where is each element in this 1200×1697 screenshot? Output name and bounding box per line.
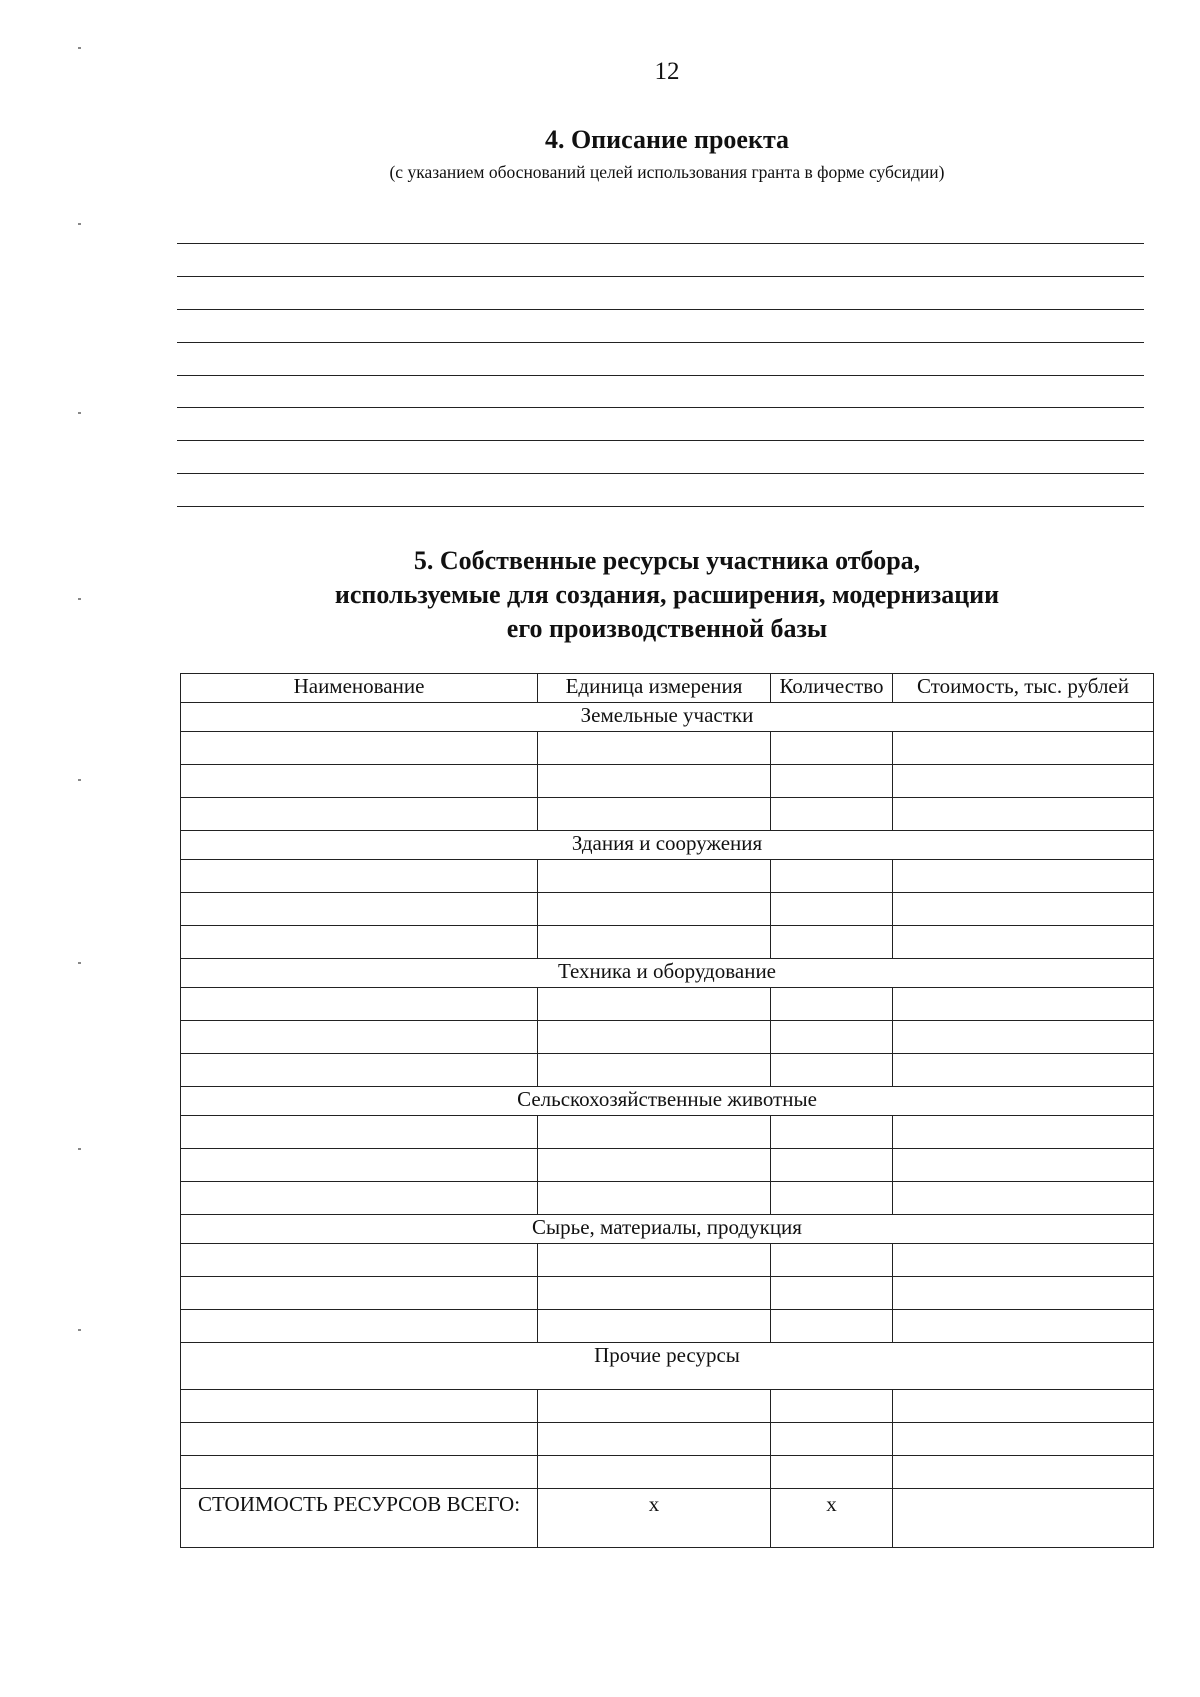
cell-cost[interactable]	[893, 1149, 1154, 1182]
header-cost: Стоимость, тыс. рублей	[893, 674, 1154, 703]
description-line-8[interactable]	[177, 473, 1144, 474]
cell-unit[interactable]	[538, 1182, 771, 1215]
cell-quantity[interactable]	[771, 1423, 893, 1456]
scan-mark	[78, 962, 81, 964]
cell-unit[interactable]	[538, 1277, 771, 1310]
description-line-1[interactable]	[177, 243, 1144, 244]
cell-unit[interactable]	[538, 860, 771, 893]
table-row	[181, 1277, 1154, 1310]
total-unit: х	[538, 1489, 771, 1548]
cell-name[interactable]	[181, 988, 538, 1021]
cell-cost[interactable]	[893, 1244, 1154, 1277]
cell-quantity[interactable]	[771, 1182, 893, 1215]
own-resources-table	[180, 673, 1154, 1548]
cell-cost[interactable]	[893, 893, 1154, 926]
cell-name[interactable]	[181, 798, 538, 831]
cell-unit[interactable]	[538, 1021, 771, 1054]
cell-cost[interactable]	[893, 1277, 1154, 1310]
cell-cost[interactable]	[893, 1116, 1154, 1149]
cell-unit[interactable]	[538, 1054, 771, 1087]
cell-unit[interactable]	[538, 1310, 771, 1343]
cell-quantity[interactable]	[771, 1021, 893, 1054]
cell-cost[interactable]	[893, 765, 1154, 798]
cell-unit[interactable]	[538, 926, 771, 959]
section-5-title-line-2: используемые для создания, расширения, модернизации	[334, 580, 1000, 609]
table-row	[181, 1149, 1154, 1182]
category-row-animals	[181, 1087, 1154, 1116]
cell-quantity[interactable]	[771, 1244, 893, 1277]
cell-cost[interactable]	[893, 732, 1154, 765]
description-line-4[interactable]	[177, 342, 1144, 343]
section-5-title-line-1: 5. Собственные ресурсы участника отбора,	[413, 546, 921, 575]
total-label: СТОИМОСТЬ РЕСУРСОВ ВСЕГО:	[181, 1489, 538, 1548]
category-label: Сельскохозяйственные животные	[181, 1087, 1154, 1116]
cell-name[interactable]	[181, 1390, 538, 1423]
category-label: Техника и оборудование	[181, 959, 1154, 988]
table-row	[181, 1244, 1154, 1277]
cell-cost[interactable]	[893, 798, 1154, 831]
cell-quantity[interactable]	[771, 1390, 893, 1423]
scan-mark	[78, 412, 81, 414]
table-row	[181, 1310, 1154, 1343]
cell-quantity[interactable]	[771, 926, 893, 959]
category-row-land	[181, 703, 1154, 732]
table-row	[181, 1182, 1154, 1215]
cell-name[interactable]	[181, 765, 538, 798]
cell-cost[interactable]	[893, 1310, 1154, 1343]
description-line-6[interactable]	[177, 407, 1144, 408]
cell-name[interactable]	[181, 1182, 538, 1215]
cell-unit[interactable]	[538, 1390, 771, 1423]
description-line-3[interactable]	[177, 309, 1144, 310]
description-line-5[interactable]	[177, 375, 1144, 376]
cell-quantity[interactable]	[771, 988, 893, 1021]
section-4-title: 4. Описание проекта	[544, 125, 790, 154]
table-row	[181, 1423, 1154, 1456]
cell-cost[interactable]	[893, 1054, 1154, 1087]
table-row	[181, 926, 1154, 959]
description-line-9[interactable]	[177, 506, 1144, 507]
table-row	[181, 765, 1154, 798]
cell-cost[interactable]	[893, 860, 1154, 893]
cell-quantity[interactable]	[771, 732, 893, 765]
cell-cost[interactable]	[893, 1423, 1154, 1456]
description-line-2[interactable]	[177, 276, 1144, 277]
page-number: 12	[654, 58, 680, 85]
table-header-row	[181, 674, 1154, 703]
scan-mark	[78, 598, 81, 600]
cell-unit[interactable]	[538, 765, 771, 798]
cell-name[interactable]	[181, 926, 538, 959]
cell-name[interactable]	[181, 1149, 538, 1182]
cell-unit[interactable]	[538, 1244, 771, 1277]
category-label: Сырье, материалы, продукция	[181, 1215, 1154, 1244]
cell-cost[interactable]	[893, 1021, 1154, 1054]
cell-name[interactable]	[181, 732, 538, 765]
total-row	[181, 1489, 1154, 1548]
scan-mark	[78, 779, 81, 781]
cell-name[interactable]	[181, 1021, 538, 1054]
cell-name[interactable]	[181, 1310, 538, 1343]
total-cost[interactable]	[893, 1489, 1154, 1548]
cell-unit[interactable]	[538, 1149, 771, 1182]
header-quantity: Количество	[771, 674, 893, 703]
category-row-other	[181, 1343, 1154, 1390]
cell-quantity[interactable]	[771, 1310, 893, 1343]
cell-cost[interactable]	[893, 1390, 1154, 1423]
table-row	[181, 1456, 1154, 1489]
cell-unit[interactable]	[538, 988, 771, 1021]
table-row	[181, 732, 1154, 765]
cell-quantity[interactable]	[771, 1277, 893, 1310]
table-row	[181, 1390, 1154, 1423]
category-label: Земельные участки	[181, 703, 1154, 732]
cell-name[interactable]	[181, 1054, 538, 1087]
category-row-equipment	[181, 959, 1154, 988]
cell-name[interactable]	[181, 893, 538, 926]
cell-unit[interactable]	[538, 1423, 771, 1456]
cell-quantity[interactable]	[771, 1456, 893, 1489]
scan-mark	[78, 223, 81, 225]
cell-quantity[interactable]	[771, 1149, 893, 1182]
cell-quantity[interactable]	[771, 1054, 893, 1087]
cell-cost[interactable]	[893, 988, 1154, 1021]
cell-quantity[interactable]	[771, 1116, 893, 1149]
scan-mark	[78, 47, 81, 49]
cell-unit[interactable]	[538, 798, 771, 831]
cell-unit[interactable]	[538, 893, 771, 926]
cell-quantity[interactable]	[771, 860, 893, 893]
cell-name[interactable]	[181, 1244, 538, 1277]
cell-cost[interactable]	[893, 1456, 1154, 1489]
total-quantity: х	[771, 1489, 893, 1548]
cell-cost[interactable]	[893, 1182, 1154, 1215]
header-name: Наименование	[181, 674, 538, 703]
header-unit: Единица измерения	[538, 674, 771, 703]
cell-quantity[interactable]	[771, 893, 893, 926]
cell-quantity[interactable]	[771, 765, 893, 798]
cell-name[interactable]	[181, 1277, 538, 1310]
cell-name[interactable]	[181, 860, 538, 893]
cell-unit[interactable]	[538, 1456, 771, 1489]
section-5-title	[0, 544, 1200, 646]
cell-quantity[interactable]	[771, 798, 893, 831]
section-4-subtitle: (с указанием обоснований целей использования гранта в форме субсидии)	[389, 162, 945, 182]
cell-name[interactable]	[181, 1423, 538, 1456]
scan-mark	[78, 1148, 81, 1150]
table-row	[181, 1116, 1154, 1149]
cell-name[interactable]	[181, 1116, 538, 1149]
table-row	[181, 1021, 1154, 1054]
category-row-materials	[181, 1215, 1154, 1244]
table-row	[181, 798, 1154, 831]
category-row-buildings	[181, 831, 1154, 860]
cell-cost[interactable]	[893, 926, 1154, 959]
category-label: Здания и сооружения	[181, 831, 1154, 860]
table-row	[181, 860, 1154, 893]
section-5-title-line-3: его производственной базы	[506, 614, 828, 643]
table-row	[181, 893, 1154, 926]
cell-unit[interactable]	[538, 732, 771, 765]
cell-name[interactable]	[181, 1456, 538, 1489]
cell-unit[interactable]	[538, 1116, 771, 1149]
description-line-7[interactable]	[177, 440, 1144, 441]
category-label: Прочие ресурсы	[181, 1343, 1154, 1390]
scan-mark	[78, 1329, 81, 1331]
table-row	[181, 1054, 1154, 1087]
table-row	[181, 988, 1154, 1021]
